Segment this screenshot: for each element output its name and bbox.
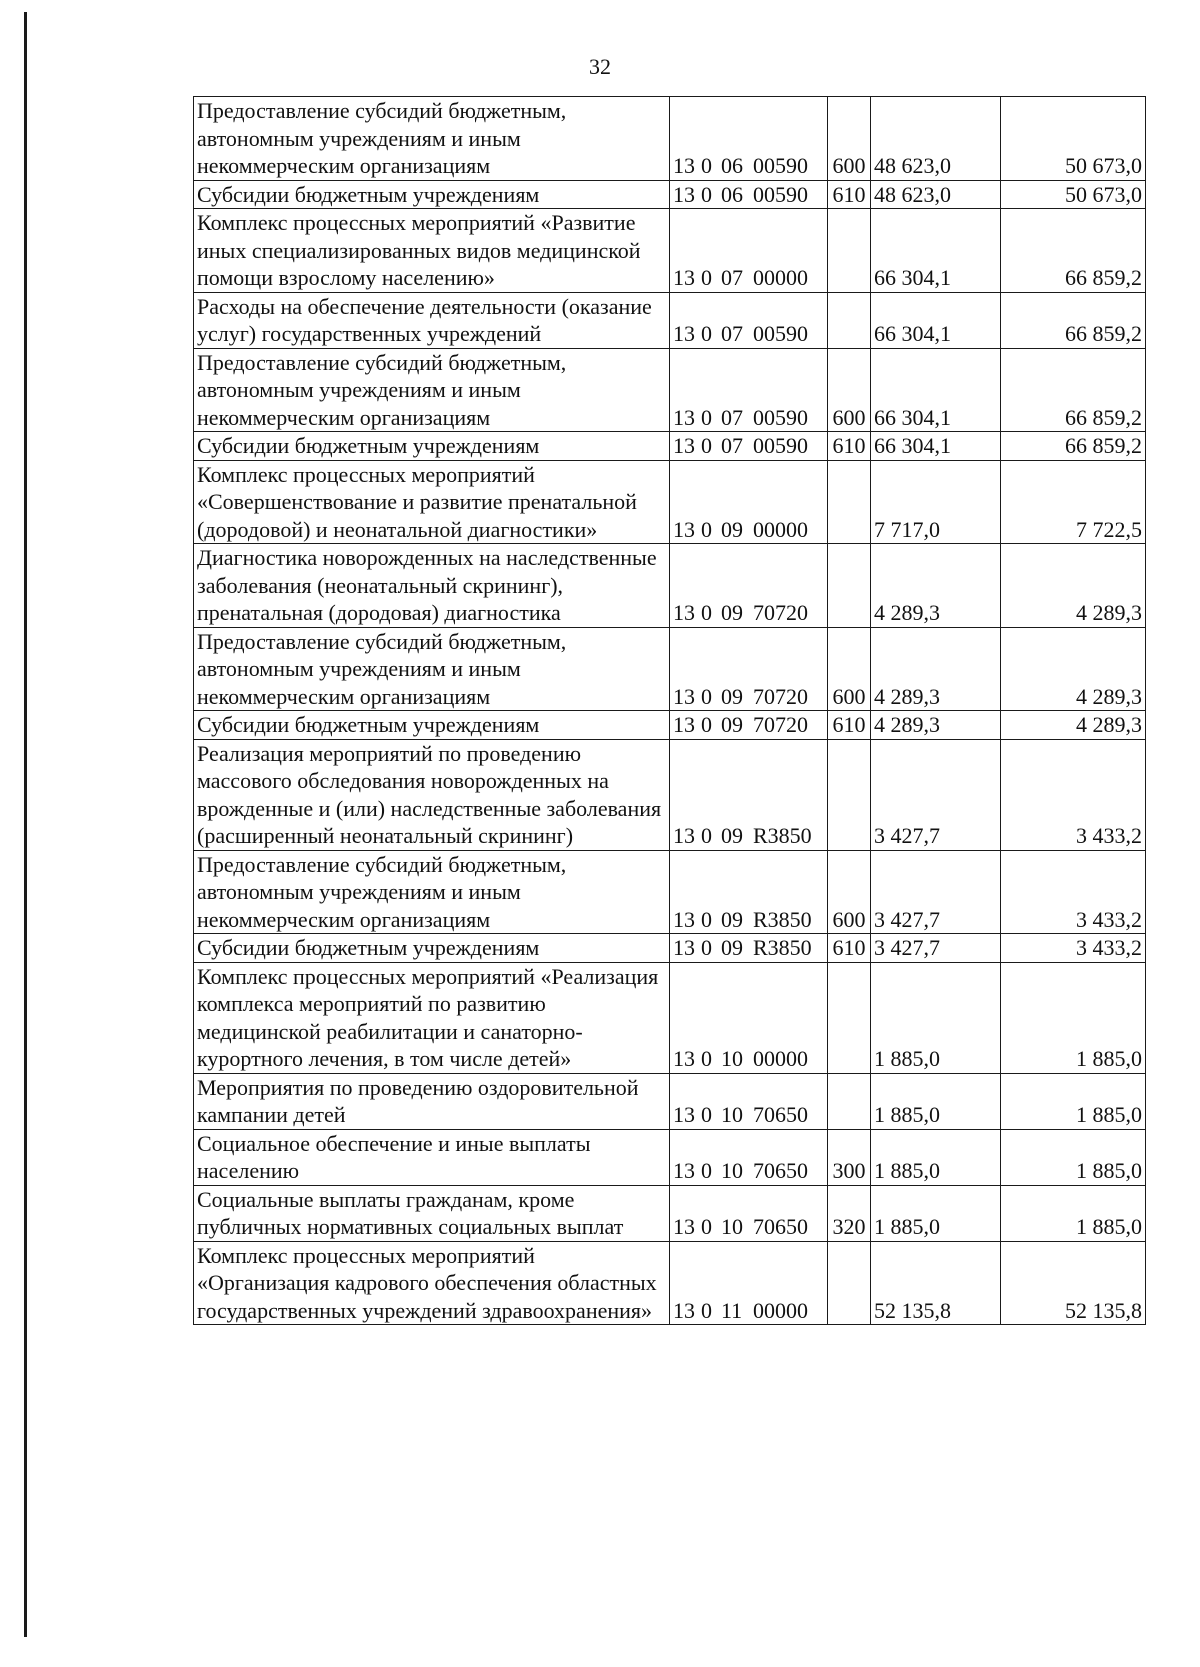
code-part: 10 [721, 1214, 743, 1239]
row-code [670, 850, 828, 934]
code-part: 0 [701, 321, 712, 346]
code-part: 0 [701, 516, 712, 542]
code-part: 13 [673, 153, 695, 178]
row-name: Реализация мероприятий по проведению массового обследования новорожденных на врожденные и (или) наследственные заболевания (расширенный неонатальный скрининг) [194, 739, 670, 850]
row-name: Предоставление субсидий бюджетным, автономным учреждениям и иным некоммерческим организациям [194, 348, 670, 432]
code-part: 0 [701, 935, 712, 960]
row-sum-1: 7 717,0 [871, 460, 1001, 544]
code-part: 13 [673, 265, 695, 290]
table-row [194, 1241, 1146, 1325]
code-part: 00000 [753, 516, 808, 542]
table-row [194, 209, 1146, 293]
row-sum-1: 4 289,3 [871, 544, 1001, 628]
row-expense-type: 610 [828, 711, 871, 740]
row-sum-1: 1 885,0 [871, 1185, 1001, 1241]
code-part: 09 [721, 823, 743, 848]
code-part: 10 [721, 1158, 743, 1183]
code-part: 09 [721, 712, 743, 737]
row-sum-1: 1 885,0 [871, 1129, 1001, 1185]
row-sum-1: 52 135,8 [871, 1241, 1001, 1325]
code-part: 00590 [753, 321, 808, 346]
code-part: 13 [673, 600, 695, 625]
row-expense-type [828, 739, 871, 850]
row-sum-2: 50 673,0 [1001, 97, 1146, 181]
row-code [670, 180, 828, 209]
table-row [194, 1073, 1146, 1129]
table-row [194, 292, 1146, 348]
code-part: 00000 [753, 1046, 808, 1071]
code-part: 0 [701, 600, 712, 625]
row-sum-2: 3 433,2 [1001, 850, 1146, 934]
code-part: 13 [673, 1297, 695, 1323]
code-part: 00590 [753, 153, 808, 178]
row-name: Расходы на обеспечение деятельности (оказание услуг) государственных учреждений [194, 292, 670, 348]
row-sum-2: 1 885,0 [1001, 1185, 1146, 1241]
row-expense-type: 610 [828, 432, 871, 461]
row-code [670, 544, 828, 628]
code-part: 06 [721, 153, 743, 178]
row-code [670, 711, 828, 740]
row-expense-type: 600 [828, 348, 871, 432]
row-sum-1: 66 304,1 [871, 209, 1001, 293]
code-part: 70720 [753, 683, 808, 709]
code-part: 09 [721, 516, 743, 542]
table-row [194, 850, 1146, 934]
row-code [670, 962, 828, 1073]
row-code [670, 934, 828, 963]
code-part: 00590 [753, 433, 808, 458]
row-name: Диагностика новорожденных на наследственные заболевания (неонатальный скрининг), пренатальная (дородовая) диагностика [194, 544, 670, 628]
row-sum-1: 66 304,1 [871, 348, 1001, 432]
code-part: 0 [701, 906, 712, 932]
code-part: 13 [673, 1102, 695, 1127]
row-code [670, 97, 828, 181]
row-name: Комплекс процессных мероприятий «Организация кадрового обеспечения областных государственных учреждений здравоохранения» [194, 1241, 670, 1325]
row-name: Социальные выплаты гражданам, кроме публичных нормативных социальных выплат [194, 1185, 670, 1241]
row-code [670, 209, 828, 293]
left-margin-line [24, 12, 27, 1637]
table-row [194, 180, 1146, 209]
row-name: Комплекс процессных мероприятий «Развитие иных специализированных видов медицинской помощи взрослому населению» [194, 209, 670, 293]
code-part: 13 [673, 935, 695, 960]
code-part: 0 [701, 1102, 712, 1127]
row-sum-2: 1 885,0 [1001, 962, 1146, 1073]
row-sum-1: 3 427,7 [871, 934, 1001, 963]
row-expense-type: 300 [828, 1129, 871, 1185]
row-expense-type [828, 1073, 871, 1129]
row-expense-type: 600 [828, 97, 871, 181]
row-sum-2: 52 135,8 [1001, 1241, 1146, 1325]
code-part: 11 [721, 1297, 743, 1323]
row-sum-2: 50 673,0 [1001, 180, 1146, 209]
code-part: 0 [701, 153, 712, 178]
table-row [194, 934, 1146, 963]
table-row [194, 962, 1146, 1073]
code-part: 13 [673, 1214, 695, 1239]
code-part: 13 [673, 404, 695, 430]
code-part: 0 [701, 1046, 712, 1071]
code-part: 00590 [753, 404, 808, 430]
row-expense-type [828, 209, 871, 293]
code-part: 70650 [753, 1102, 808, 1127]
code-part: 13 [673, 321, 695, 346]
code-part: 09 [721, 935, 743, 960]
page-number: 32 [589, 54, 611, 79]
code-part: 06 [721, 181, 743, 207]
row-sum-2: 7 722,5 [1001, 460, 1146, 544]
table-row [194, 97, 1146, 181]
row-name: Субсидии бюджетным учреждениям [194, 934, 670, 963]
code-part: 00000 [753, 1297, 808, 1323]
code-part: 09 [721, 683, 743, 709]
row-sum-1: 48 623,0 [871, 180, 1001, 209]
code-part: 0 [701, 433, 712, 458]
code-part: 09 [721, 906, 743, 932]
code-part: 70720 [753, 712, 808, 737]
code-part: 0 [701, 823, 712, 848]
code-part: 13 [673, 181, 695, 207]
row-code [670, 1073, 828, 1129]
row-name: Предоставление субсидий бюджетным, автономным учреждениям и иным некоммерческим организациям [194, 850, 670, 934]
row-sum-2: 4 289,3 [1001, 544, 1146, 628]
code-part: 13 [673, 906, 695, 932]
code-part: 00590 [753, 181, 808, 207]
row-expense-type: 610 [828, 934, 871, 963]
row-code [670, 1185, 828, 1241]
code-part: 13 [673, 823, 695, 848]
row-code [670, 460, 828, 544]
row-name: Предоставление субсидий бюджетным, автономным учреждениям и иным некоммерческим организациям [194, 627, 670, 711]
row-code [670, 627, 828, 711]
row-sum-2: 3 433,2 [1001, 739, 1146, 850]
row-name: Субсидии бюджетным учреждениям [194, 180, 670, 209]
code-part: 07 [721, 265, 743, 290]
row-sum-2: 66 859,2 [1001, 348, 1146, 432]
row-name: Комплекс процессных мероприятий «Реализация комплекса мероприятий по развитию медицинской реабилитации и санаторно-курортного лечения, в том числе детей» [194, 962, 670, 1073]
code-part: 13 [673, 433, 695, 458]
row-sum-2: 3 433,2 [1001, 934, 1146, 963]
row-expense-type [828, 1241, 871, 1325]
code-part: 07 [721, 404, 743, 430]
code-part: R3850 [753, 823, 812, 848]
code-part: 07 [721, 321, 743, 346]
budget-table-body [194, 97, 1146, 1325]
row-sum-1: 4 289,3 [871, 711, 1001, 740]
row-name: Комплекс процессных мероприятий «Совершенствование и развитие пренатальной (дородовой) и неонатальной диагностики» [194, 460, 670, 544]
row-sum-2: 1 885,0 [1001, 1129, 1146, 1185]
code-part: 10 [721, 1046, 743, 1071]
row-sum-1: 3 427,7 [871, 850, 1001, 934]
row-code [670, 348, 828, 432]
row-code [670, 432, 828, 461]
table-row [194, 432, 1146, 461]
row-expense-type: 600 [828, 627, 871, 711]
table-row [194, 627, 1146, 711]
code-part: 0 [701, 404, 712, 430]
row-expense-type: 600 [828, 850, 871, 934]
code-part: R3850 [753, 906, 812, 932]
code-part: 0 [701, 1214, 712, 1239]
row-expense-type: 610 [828, 180, 871, 209]
row-name: Социальное обеспечение и иные выплаты населению [194, 1129, 670, 1185]
row-sum-2: 4 289,3 [1001, 627, 1146, 711]
row-code [670, 1129, 828, 1185]
code-part: 10 [721, 1102, 743, 1127]
row-sum-1: 3 427,7 [871, 739, 1001, 850]
table-row [194, 544, 1146, 628]
row-name: Субсидии бюджетным учреждениям [194, 711, 670, 740]
code-part: 0 [701, 1297, 712, 1323]
row-sum-2: 1 885,0 [1001, 1073, 1146, 1129]
code-part: 0 [701, 1158, 712, 1183]
row-name: Предоставление субсидий бюджетным, автономным учреждениям и иным некоммерческим организациям [194, 97, 670, 181]
code-part: 13 [673, 1158, 695, 1183]
row-code [670, 739, 828, 850]
row-sum-2: 66 859,2 [1001, 292, 1146, 348]
code-part: 13 [673, 1046, 695, 1071]
code-part: 0 [701, 181, 712, 207]
code-part: 13 [673, 683, 695, 709]
row-sum-1: 4 289,3 [871, 627, 1001, 711]
code-part: 07 [721, 433, 743, 458]
table-row [194, 348, 1146, 432]
code-part: 13 [673, 516, 695, 542]
budget-table [193, 96, 1146, 1325]
row-sum-2: 4 289,3 [1001, 711, 1146, 740]
table-row [194, 460, 1146, 544]
code-part: 0 [701, 712, 712, 737]
row-expense-type [828, 292, 871, 348]
row-sum-2: 66 859,2 [1001, 432, 1146, 461]
row-name: Субсидии бюджетным учреждениям [194, 432, 670, 461]
code-part: 70720 [753, 600, 808, 625]
code-part: 0 [701, 265, 712, 290]
row-expense-type: 320 [828, 1185, 871, 1241]
row-code [670, 1241, 828, 1325]
row-sum-1: 1 885,0 [871, 1073, 1001, 1129]
row-sum-1: 66 304,1 [871, 432, 1001, 461]
row-expense-type [828, 962, 871, 1073]
code-part: 70650 [753, 1158, 808, 1183]
table-row [194, 1185, 1146, 1241]
code-part: 0 [701, 683, 712, 709]
code-part: 70650 [753, 1214, 808, 1239]
table-row [194, 739, 1146, 850]
row-expense-type [828, 460, 871, 544]
table-row [194, 711, 1146, 740]
row-sum-1: 66 304,1 [871, 292, 1001, 348]
row-code [670, 292, 828, 348]
code-part: 00000 [753, 265, 808, 290]
table-row [194, 1129, 1146, 1185]
row-expense-type [828, 544, 871, 628]
row-sum-1: 48 623,0 [871, 97, 1001, 181]
code-part: 09 [721, 600, 743, 625]
code-part: 13 [673, 712, 695, 737]
row-name: Мероприятия по проведению оздоровительной кампании детей [194, 1073, 670, 1129]
code-part: R3850 [753, 935, 812, 960]
row-sum-1: 1 885,0 [871, 962, 1001, 1073]
row-sum-2: 66 859,2 [1001, 209, 1146, 293]
